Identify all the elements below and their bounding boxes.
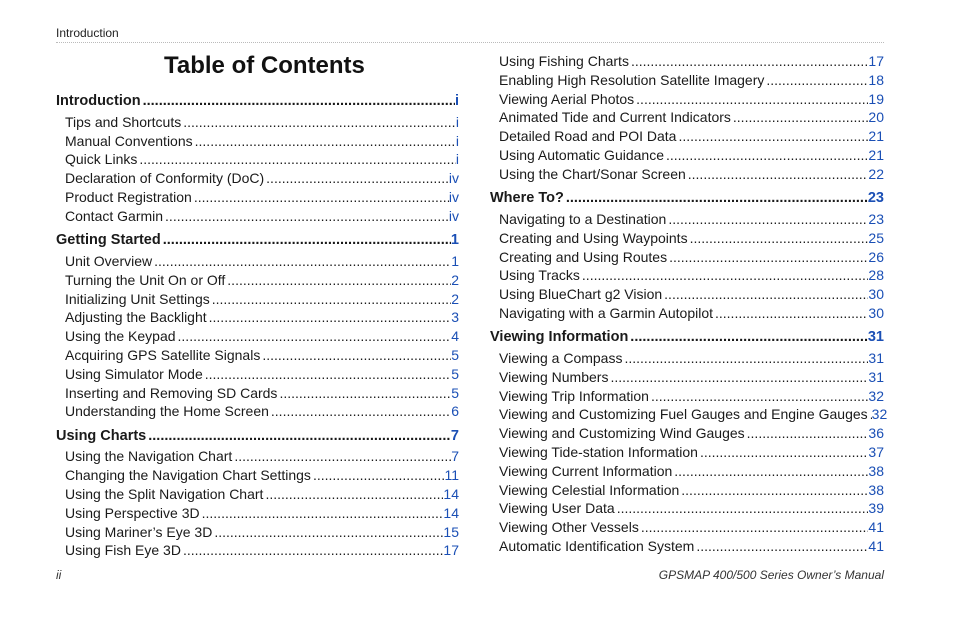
toc-page-number[interactable]: 15	[443, 523, 459, 540]
toc-dot-leader	[688, 230, 869, 246]
toc-section-entry[interactable]	[490, 329, 884, 347]
toc-page-number[interactable]: 30	[868, 286, 884, 303]
toc-dot-leader	[694, 538, 868, 554]
toc-entry[interactable]	[490, 305, 884, 323]
toc-entry-title: Using Fish Eye 3D	[65, 542, 181, 559]
toc-entry[interactable]	[56, 385, 459, 403]
toc-entry[interactable]	[490, 249, 884, 267]
toc-page-number[interactable]: 11	[444, 467, 459, 484]
toc-dot-leader	[264, 170, 449, 186]
toc-dot-leader	[666, 211, 868, 227]
toc-page-number[interactable]: 14	[443, 486, 459, 502]
toc-entry[interactable]	[490, 538, 884, 556]
toc-entry[interactable]	[490, 500, 884, 518]
toc-entry[interactable]	[56, 505, 459, 523]
toc-entry-title: Creating and Using Routes	[499, 248, 668, 265]
toc-entry[interactable]	[490, 369, 884, 387]
toc-entry[interactable]	[56, 208, 459, 226]
page-title: Table of Contents	[164, 52, 365, 79]
toc-page-number[interactable]: 14	[443, 504, 459, 521]
toc-entry[interactable]	[56, 467, 459, 485]
toc-page-number[interactable]: 18	[868, 71, 884, 88]
toc-entry[interactable]	[56, 448, 459, 466]
header-divider	[56, 42, 884, 43]
toc-entry[interactable]	[56, 133, 459, 151]
toc-entry-title: Using the Keypad	[65, 328, 176, 345]
toc-entry[interactable]	[490, 147, 884, 165]
toc-entry[interactable]	[490, 425, 884, 443]
toc-page-number[interactable]: 32	[868, 387, 884, 404]
toc-entry-title: Using Fishing Charts	[499, 53, 629, 69]
toc-entry-title: Automatic Identification System	[499, 538, 695, 554]
toc-dot-leader	[745, 425, 869, 441]
toc-page-number[interactable]: 39	[868, 500, 884, 517]
toc-entry[interactable]	[56, 253, 459, 271]
toc-page-number[interactable]: 30	[868, 304, 884, 321]
toc-entry[interactable]	[490, 267, 884, 285]
toc-dot-leader	[176, 328, 452, 344]
toc-entry-title: Understanding the Home Screen	[65, 403, 269, 420]
toc-page-number[interactable]: 17	[868, 53, 884, 69]
section-label: Introduction	[56, 26, 119, 40]
toc-entry-title: Introduction	[56, 93, 141, 109]
toc-entry-title: Adjusting the Backlight	[65, 309, 207, 326]
toc-entry-title: Product Registration	[65, 189, 192, 205]
toc-entry[interactable]	[56, 170, 459, 188]
toc-dot-leader	[269, 403, 451, 419]
toc-entry[interactable]	[56, 328, 459, 346]
toc-page-number[interactable]: iv	[448, 170, 459, 187]
toc-entry[interactable]	[56, 114, 459, 132]
toc-entry[interactable]	[490, 482, 884, 500]
toc-dot-leader	[260, 347, 451, 363]
toc-entry[interactable]	[490, 388, 884, 406]
toc-entry-title: Initializing Unit Settings	[65, 290, 210, 307]
toc-page-number[interactable]: 41	[868, 519, 884, 536]
toc-section-entry[interactable]	[490, 190, 884, 208]
toc-entry[interactable]	[56, 542, 459, 560]
toc-page-number[interactable]: 5	[451, 346, 459, 363]
toc-dot-leader	[608, 369, 868, 385]
toc-entry[interactable]	[490, 286, 884, 304]
toc-entry[interactable]	[490, 109, 884, 127]
toc-entry[interactable]	[490, 519, 884, 537]
toc-dot-leader	[263, 486, 443, 502]
toc-page-number[interactable]: i	[455, 132, 459, 149]
toc-entry[interactable]	[56, 524, 459, 542]
toc-page-number[interactable]: 1	[451, 252, 459, 269]
toc-entry-title: Acquiring GPS Satellite Signals	[65, 346, 261, 363]
toc-entry-title: Changing the Navigation Chart Settings	[65, 467, 311, 484]
toc-entry[interactable]	[490, 72, 884, 90]
toc-page-number[interactable]: iv	[448, 207, 459, 224]
toc-entry-title: Using Perspective 3D	[65, 504, 200, 521]
toc-dot-leader	[676, 128, 868, 144]
toc-entry-title: Using Mariner’s Eye 3D	[65, 523, 213, 540]
toc-entry-title: Viewing Tide-station Information	[499, 444, 698, 460]
toc-dot-leader	[679, 482, 868, 498]
toc-dot-leader	[207, 309, 452, 325]
toc-page-number[interactable]: 6	[451, 403, 459, 420]
toc-page-number[interactable]: i	[455, 113, 459, 130]
toc-page-number[interactable]: 5	[451, 365, 459, 382]
toc-page-number[interactable]: 22	[868, 165, 884, 182]
toc-dot-leader	[662, 286, 868, 302]
toc-page-number[interactable]: i	[455, 151, 459, 168]
toc-entry[interactable]	[56, 291, 459, 309]
toc-entry[interactable]	[490, 444, 884, 462]
toc-entry-title: Viewing Numbers	[499, 368, 609, 385]
toc-page-number[interactable]: 2	[451, 271, 459, 288]
toc-entry-title: Animated Tide and Current Indicators	[499, 109, 731, 126]
toc-entry-title: Viewing a Compass	[499, 350, 623, 366]
toc-entry-title: Quick Links	[65, 151, 138, 168]
toc-page-number[interactable]: 28	[868, 267, 884, 284]
toc-entry-title: Unit Overview	[65, 252, 153, 269]
toc-entry-title: Using BlueChart g2 Vision	[499, 286, 663, 303]
toc-entry[interactable]	[490, 211, 884, 229]
toc-dot-leader	[225, 272, 451, 288]
toc-section-entry[interactable]	[56, 428, 459, 446]
toc-entry-title: Using the Split Navigation Chart	[65, 486, 264, 502]
toc-entry-title: Using the Navigation Chart	[65, 448, 233, 465]
toc-page-number[interactable]: 17	[443, 542, 459, 559]
toc-entry[interactable]	[56, 151, 459, 169]
toc-dot-leader	[731, 109, 869, 125]
toc-page-number[interactable]: 2	[451, 290, 459, 307]
toc-page-number[interactable]: 4	[451, 328, 459, 345]
toc-dot-leader	[664, 147, 868, 163]
toc-entry-title: Viewing and Customizing Wind Gauges	[499, 425, 745, 442]
toc-entry-title: Where To?	[490, 190, 564, 207]
toc-entry-title: Viewing Celestial Information	[499, 481, 680, 498]
toc-entry-title: Getting Started	[56, 232, 161, 249]
toc-page-number[interactable]: 23	[867, 190, 884, 207]
toc-entry-title: Using the Chart/Sonar Screen	[499, 165, 686, 182]
toc-dot-leader	[580, 267, 869, 283]
toc-page-number[interactable]: 23	[868, 210, 884, 227]
toc-entry-title: Enabling High Resolution Satellite Imagery	[499, 71, 765, 88]
toc-entry-title: Viewing Trip Information	[499, 387, 649, 404]
toc-page-number[interactable]: 5	[451, 384, 459, 401]
toc-entry-title: Turning the Unit On or Off	[65, 271, 226, 288]
toc-dot-leader	[212, 524, 443, 540]
toc-entry-title: Viewing User Data	[499, 500, 615, 517]
toc-dot-leader	[181, 542, 443, 558]
toc-page-number[interactable]: 7	[450, 427, 459, 444]
toc-page-number[interactable]: 26	[868, 248, 884, 265]
toc-section-entry[interactable]	[56, 232, 459, 250]
toc-page-number[interactable]: 20	[868, 109, 884, 126]
toc-dot-leader	[203, 366, 451, 382]
toc-dot-leader	[192, 189, 449, 205]
toc-dot-leader	[146, 428, 451, 444]
toc-entry[interactable]	[490, 406, 888, 424]
toc-dot-leader	[622, 350, 868, 366]
toc-dot-leader	[667, 249, 868, 265]
toc-entry-title: Using Simulator Mode	[65, 365, 203, 382]
toc-dot-leader	[686, 166, 869, 182]
toc-entry-title: Viewing Current Information	[499, 462, 673, 479]
toc-dot-leader	[137, 151, 456, 167]
toc-page-number[interactable]: 7	[451, 448, 459, 465]
toc-entry-title: Using Tracks	[499, 267, 580, 284]
toc-entry-title: Declaration of Conformity (DoC)	[65, 170, 265, 187]
toc-entry[interactable]	[490, 230, 884, 248]
toc-dot-leader	[634, 91, 868, 107]
toc-dot-leader	[311, 467, 445, 483]
toc-entry[interactable]	[490, 350, 884, 368]
toc-dot-leader	[764, 72, 868, 88]
toc-entry[interactable]	[490, 91, 884, 109]
toc-dot-leader	[615, 500, 869, 516]
toc-page-number[interactable]: 25	[868, 229, 884, 246]
toc-dot-leader	[210, 291, 451, 307]
toc-page-number[interactable]: 1	[450, 232, 459, 249]
toc-entry-title: Navigating with a Garmin Autopilot	[499, 304, 713, 321]
toc-entry-title: Viewing Other Vessels	[499, 519, 639, 536]
toc-page-number[interactable]: 31	[867, 329, 884, 346]
toc-entry-title: Viewing and Customizing Fuel Gauges and Engine Gauges	[499, 406, 868, 423]
toc-dot-leader	[163, 208, 449, 224]
toc-entry-title: Detailed Road and POI Data	[499, 128, 677, 145]
toc-dot-leader	[152, 253, 451, 269]
manual-title: GPSMAP 400/500 Series Owner’s Manual	[658, 568, 884, 582]
toc-entry[interactable]	[56, 403, 459, 421]
toc-entry-title: Tips and Shortcuts	[65, 113, 182, 130]
toc-dot-leader	[161, 232, 451, 248]
toc-entry-title: Using Automatic Guidance	[499, 147, 664, 163]
toc-dot-leader	[628, 329, 868, 345]
toc-entry-title: Contact Garmin	[65, 207, 164, 224]
toc-entry[interactable]	[56, 366, 459, 384]
toc-page-number[interactable]: 19	[868, 90, 884, 107]
toc-dot-leader	[713, 305, 868, 321]
page-number: ii	[56, 568, 62, 582]
toc-page-number[interactable]: 31	[868, 368, 884, 385]
toc-dot-leader	[232, 448, 451, 464]
toc-page-number[interactable]: 38	[868, 462, 884, 479]
toc-entry-title: Manual Conventions	[65, 132, 193, 149]
toc-page-number[interactable]: 31	[868, 350, 884, 366]
toc-dot-leader	[672, 463, 868, 479]
toc-entry[interactable]	[56, 189, 459, 207]
toc-dot-leader	[277, 385, 451, 401]
toc-entry-title: Viewing Aerial Photos	[499, 90, 635, 107]
toc-page-number[interactable]: 21	[868, 147, 884, 163]
toc-entry[interactable]	[490, 53, 884, 71]
toc-entry[interactable]	[490, 166, 884, 184]
toc-dot-leader	[629, 53, 868, 69]
toc-dot-leader	[649, 388, 868, 404]
toc-page-number[interactable]: 3	[451, 309, 459, 326]
toc-entry[interactable]	[490, 463, 884, 481]
toc-entry[interactable]	[490, 128, 884, 146]
toc-entry[interactable]	[56, 347, 459, 365]
toc-page-number[interactable]: iv	[448, 189, 459, 205]
toc-page-number[interactable]: i	[454, 93, 459, 109]
toc-entry[interactable]	[56, 486, 459, 504]
toc-entry-title: Inserting and Removing SD Cards	[65, 384, 278, 401]
toc-dot-leader	[564, 190, 868, 206]
toc-dot-leader	[698, 444, 868, 460]
toc-section-entry[interactable]	[56, 93, 459, 111]
toc-page-number[interactable]: 21	[868, 128, 884, 145]
toc-entry[interactable]	[56, 272, 459, 290]
toc-page-number[interactable]: 32	[871, 406, 888, 423]
toc-dot-leader	[193, 133, 456, 149]
toc-page-number[interactable]: 36	[868, 425, 884, 442]
toc-entry-title: Creating and Using Waypoints	[499, 229, 688, 246]
toc-entry-title: Using Charts	[56, 427, 147, 444]
toc-dot-leader	[639, 519, 869, 535]
toc-page-number[interactable]: 41	[868, 538, 884, 554]
toc-entry-title: Navigating to a Destination	[499, 210, 667, 227]
toc-entry-title: Viewing Information	[490, 329, 629, 346]
toc-dot-leader	[181, 114, 456, 130]
toc-dot-leader	[200, 505, 444, 521]
toc-entry[interactable]	[56, 309, 459, 327]
toc-dot-leader	[141, 93, 455, 109]
toc-page-number[interactable]: 38	[868, 481, 884, 498]
toc-page-number[interactable]: 37	[868, 444, 884, 460]
